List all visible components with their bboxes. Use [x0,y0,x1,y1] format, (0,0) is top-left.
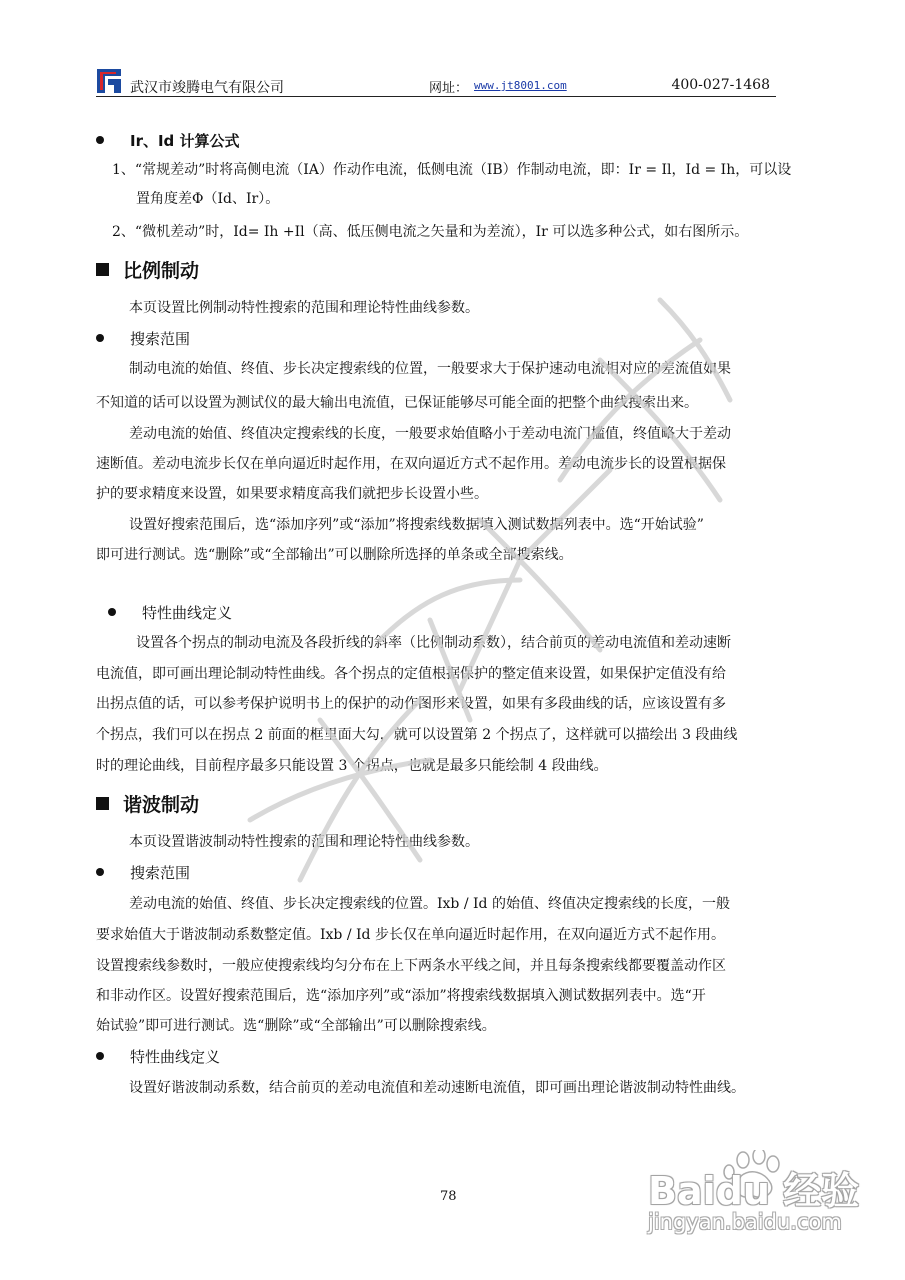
paragraph-line: 即可进行测试。选“删除”或“全部输出”可以删除所选择的单条或全部搜索线。 [96,547,573,563]
formula-item-1: 1、“常规差动”时将高侧电流（IA）作动作电流，低侧电流（IB）作制动电流，即：Ir = Il，Id = Ih，可以设 [112,162,792,178]
baidu-brand-url: jingyan.baidu.com [648,1210,842,1234]
formula-item-1-cont: 置角度差Φ（Id、Ir）。 [136,191,280,207]
paragraph-line: 电流值，即可画出理论制动特性曲线。各个拐点的定值根据保护的整定值来设置，如果保护定值没有给 [96,666,726,682]
paragraph-line: 设置好谐波制动系数，结合前页的差动电流值和差动速断电流值，即可画出理论谐波制动特性曲线。 [129,1080,745,1096]
website-link[interactable]: www.jt8001.com [474,79,567,92]
bullet-icon [96,334,104,342]
harmonic-search-heading: 搜索范围 [96,862,190,883]
paragraph-line: 出拐点值的话，可以参考保护说明书上的保护的动作图形来设置，如果有多段曲线的话，应该设置有多 [96,696,726,712]
bullet-icon [108,608,116,616]
paragraph-line: 差动电流的始值、终值决定搜索线的长度，一般要求始值略小于差动电流门槛值，终值略大于差动 [129,426,731,442]
page-number: 78 [440,1189,457,1204]
paragraph-line: 设置各个拐点的制动电流及各段折线的斜率（比例制动系数），结合前页的差动电流值和差动速断 [136,635,731,651]
ratio-intro: 本页设置比例制动特性搜索的范围和理论特性曲线参数。 [129,300,479,316]
paragraph-line: 时的理论曲线，目前程序最多只能设置 3 个拐点，也就是最多只能绘制 4 段曲线。 [96,758,608,774]
square-bullet-icon [96,263,109,276]
paragraph-line: 要求始值大于谐波制动系数整定值。Ixb / Id 步长仅在单向逼近时起作用，在双向逼近方式不起作用。 [96,927,725,943]
bullet-icon [96,868,104,876]
paragraph-line: 设置搜索线参数时，一般应使搜索线均匀分布在上下两条水平线之间，并且每条搜索线都要覆盖动作区 [96,958,726,974]
ratio-curve-heading: 特性曲线定义 [108,602,232,623]
paragraph-line: 护的要求精度来设置，如果要求精度高我们就把步长设置小些。 [96,486,488,502]
phone-number: 400-027-1468 [671,77,770,93]
paragraph-line: 始试验”即可进行测试。选“删除”或“全部输出”可以删除搜索线。 [96,1018,496,1034]
paragraph-line: 制动电流的始值、终值、步长决定搜索线的位置，一般要求大于保护速动电流相对应的差流值如果 [129,361,731,377]
website-label: 网址： [429,81,469,96]
section-heading-harmonic: 谐波制动 [96,790,199,817]
formula-heading: Ir、Id 计算公式 [96,130,240,151]
harmonic-intro: 本页设置谐波制动特性搜索的范围和理论特性曲线参数。 [129,834,479,850]
square-bullet-icon [96,797,109,810]
section-heading-ratio: 比例制动 [96,256,199,283]
formula-item-2: 2、“微机差动”时，Id= Ih +Il（高、低压侧电流之矢量和为差流），Ir 可以选多种公式，如右图所示。 [112,224,749,240]
paragraph-line: 不知道的话可以设置为测试仪的最大输出电流值，已保证能够尽可能全面的把整个曲线搜索出来。 [96,395,698,411]
bullet-icon [96,136,104,144]
page-header [96,66,776,97]
company-logo [96,68,122,94]
ratio-search-heading: 搜索范围 [96,328,190,349]
paragraph-line: 设置好搜索范围后，选“添加序列”或“添加”将搜索线数据填入测试数据列表中。选“开始试验” [129,517,704,533]
paragraph-line: 个拐点，我们可以在拐点 2 前面的框里面大勾，就可以设置第 2 个拐点了，这样就可以描绘出 3 段曲线 [96,727,738,743]
paragraph-line: 差动电流的始值、终值、步长决定搜索线的位置。Ixb / Id 的始值、终值决定搜索线的长度，一般 [129,896,730,912]
paragraph-line: 速断值。差动电流步长仅在单向逼近时起作用，在双向逼近方式不起作用。差动电流步长的设置根据保 [96,456,726,472]
harmonic-curve-heading: 特性曲线定义 [96,1046,220,1067]
bullet-icon [96,1052,104,1060]
company-name: 武汉市竣腾电气有限公司 [130,80,284,96]
paragraph-line: 和非动作区。设置好搜索范围后，选“添加序列”或“添加”将搜索线数据填入测试数据列表中。选“开 [96,988,706,1004]
baidu-brand-text: Baidu 经验 [648,1169,860,1213]
